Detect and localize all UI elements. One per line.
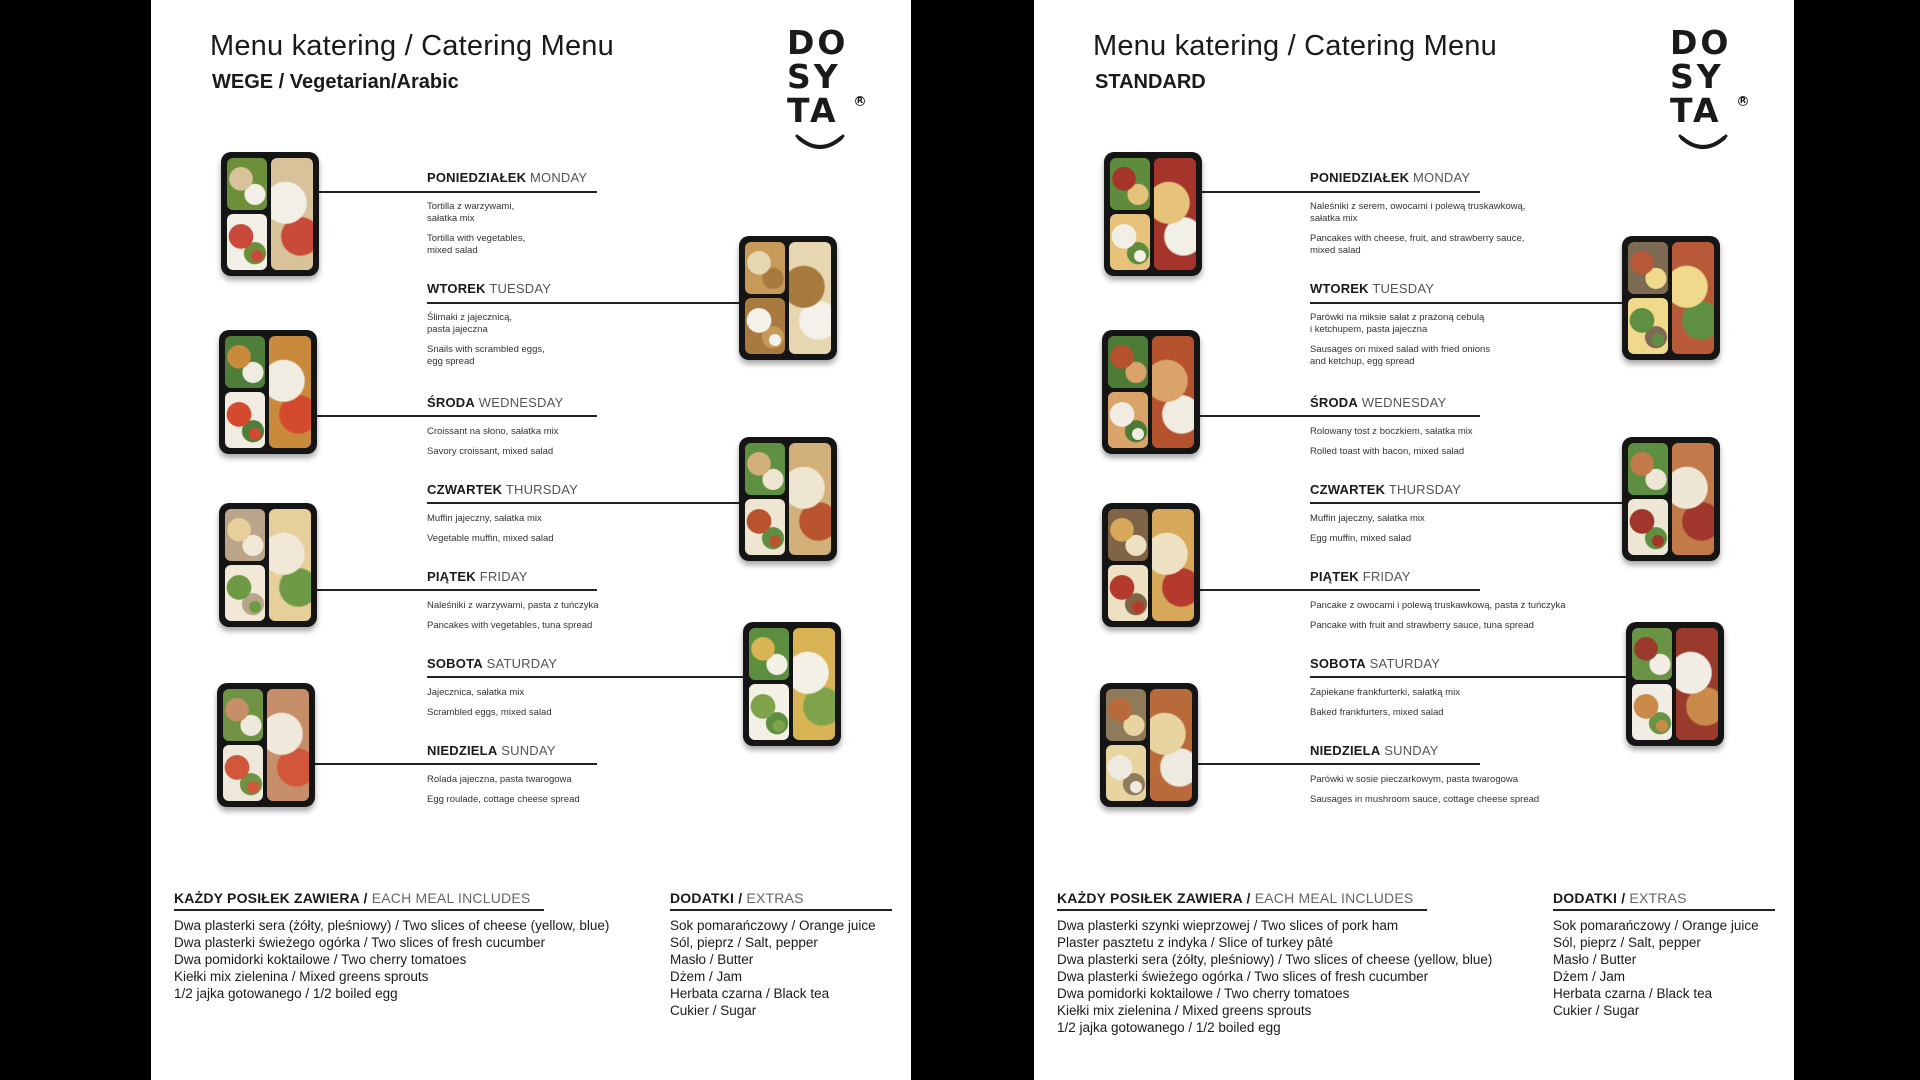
description-line: Egg muffin, mixed salad [1310, 533, 1412, 544]
list-item: Dżem / Jam [1553, 969, 1626, 984]
extras-heading: DODATKI / EXTRAS [670, 890, 804, 906]
meal-tray-image [1622, 437, 1720, 561]
tray-compartment [1108, 392, 1148, 448]
day-name-en: TUESDAY [1372, 281, 1435, 296]
tray-compartment [227, 158, 267, 210]
includes-heading: KAŻDY POSIŁEK ZAWIERA / EACH MEAL INCLUDES [1057, 890, 1414, 906]
day-name-pl: WTOREK [1310, 281, 1369, 296]
registered-mark: R [856, 96, 864, 105]
list-item: Dżem / Jam [670, 969, 743, 984]
meal-tray-image [1626, 622, 1724, 746]
day-connector-line [1197, 415, 1480, 417]
list-item: 1/2 jajka gotowanego / 1/2 boiled egg [1057, 1020, 1281, 1035]
day-name-pl: SOBOTA [1310, 656, 1366, 671]
day-name-en: FRIDAY [1362, 569, 1411, 584]
day-name-en: FRIDAY [479, 569, 528, 584]
day-heading [427, 656, 787, 671]
meal-tray-image [739, 236, 837, 360]
day-sunday [1310, 743, 1670, 806]
day-heading [427, 482, 787, 497]
day-name-pl: SOBOTA [427, 656, 483, 671]
day-heading [1310, 569, 1670, 584]
tomato-garnish [1652, 535, 1664, 547]
description-line: egg spread [427, 356, 475, 367]
meal-tray-image [221, 152, 319, 276]
tray-compartment [745, 499, 785, 555]
day-connector-line [427, 676, 743, 678]
tray-compartment [789, 443, 831, 555]
day-name-en: WEDNESDAY [1361, 395, 1447, 410]
list-item: Cukier / Sugar [1553, 1003, 1640, 1018]
description-line [427, 336, 757, 344]
list-item: Plaster pasztetu z indyka / Slice of turkey pâté [1057, 935, 1334, 950]
tray-compartment [269, 509, 311, 621]
description-line: pasta jajeczna [427, 324, 488, 335]
list-item: Kiełki mix zielenina / Mixed greens sprouts [1057, 1003, 1312, 1018]
extras-heading-pl: DODATKI [670, 890, 735, 906]
description-line: Snails with scrambled eggs, [427, 344, 545, 355]
includes-heading: KAŻDY POSIŁEK ZAWIERA / EACH MEAL INCLUDES [174, 890, 531, 906]
description-line: Tortilla z warzywami, [427, 201, 515, 212]
tray-compartment [1106, 689, 1146, 741]
extras-heading-pl: DODATKI [1553, 890, 1618, 906]
day-heading [427, 569, 787, 584]
tomato-garnish [249, 601, 261, 613]
day-friday [427, 569, 787, 632]
page-title: Menu katering / Catering Menu [210, 30, 614, 62]
logo-line-3: TA [1670, 91, 1722, 130]
page-title: Menu katering / Catering Menu [1093, 30, 1497, 62]
meal-tray-image [739, 437, 837, 561]
description-line: Vegetable muffin, mixed salad [427, 533, 554, 544]
meal-tray-image [219, 503, 317, 627]
day-name-en: THURSDAY [1388, 482, 1461, 497]
list-item: Dwa plasterki świeżego ogórka / Two slices of fresh cucumber [174, 935, 546, 950]
description-line [1310, 786, 1640, 794]
list-item: 1/2 jajka gotowanego / 1/2 boiled egg [174, 986, 398, 1001]
tomato-garnish [1134, 250, 1146, 262]
description-line [1310, 612, 1640, 620]
tray-compartment [1108, 509, 1148, 561]
logo-line-1: DO [1670, 23, 1732, 62]
description-line [1310, 525, 1640, 533]
description-line: Naleśniki z warzywami, pasta z tuńczyka [427, 600, 599, 611]
tray-compartment [225, 336, 265, 388]
tomato-garnish [769, 334, 781, 346]
description-line: Rolada jajeczna, pasta twarogowa [427, 774, 572, 785]
day-connector-line [1310, 502, 1622, 504]
description-line: Pancake with fruit and strawberry sauce, tuna spread [1310, 620, 1534, 631]
day-heading [1310, 743, 1670, 758]
logo-line-2: SY [1670, 57, 1724, 96]
day-name-pl: CZWARTEK [1310, 482, 1386, 497]
day-connector-line [316, 191, 597, 193]
description-line: Egg roulade, cottage cheese spread [427, 794, 580, 805]
day-heading [427, 395, 787, 410]
logo-line-3: TA [787, 91, 839, 130]
extras-heading-en: EXTRAS [1629, 890, 1687, 906]
day-connector-line [314, 415, 597, 417]
description-line: Pancakes with vegetables, tuna spread [427, 620, 593, 631]
tray-compartment [225, 509, 265, 561]
day-description [427, 426, 757, 458]
description-line: Sausages in mushroom sauce, cottage cheese spread [1310, 794, 1540, 805]
day-description [1310, 312, 1640, 368]
tray-compartment [745, 298, 785, 354]
description-line: Tortilla with vegetables, [427, 233, 526, 244]
tray-compartment [1672, 242, 1714, 354]
menu-sheet-standard [1034, 0, 1794, 1080]
day-heading [1310, 656, 1670, 671]
day-heading [1310, 482, 1670, 497]
day-saturday [427, 656, 787, 719]
list-item: Sól, pieprz / Salt, pepper [1553, 935, 1701, 950]
day-connector-line [1195, 763, 1480, 765]
day-description [427, 312, 757, 368]
day-description [427, 687, 757, 719]
smile-icon [1678, 134, 1728, 154]
day-thursday [427, 482, 787, 545]
meal-tray-image [1104, 152, 1202, 276]
day-name-pl: ŚRODA [427, 395, 475, 410]
description-line: Baked frankfurters, mixed salad [1310, 707, 1444, 718]
day-connector-line [427, 502, 739, 504]
day-connector-line [1310, 676, 1626, 678]
day-name-en: SUNDAY [501, 743, 556, 758]
day-connector-line [427, 302, 739, 304]
list-item: Dwa plasterki świeżego ogórka / Two slices of fresh cucumber [1057, 969, 1429, 984]
list-item: Masło / Butter [670, 952, 754, 967]
description-line: Croissant na słono, sałatka mix [427, 426, 559, 437]
day-description [427, 513, 757, 545]
list-item: Dwa plasterki szynki wieprzowej / Two slices of pork ham [1057, 918, 1399, 933]
day-heading [1310, 281, 1670, 296]
description-line: mixed salad [427, 245, 478, 256]
tomato-garnish [247, 781, 259, 793]
description-line: Parówki w sosie pieczarkowym, pasta twarogowa [1310, 774, 1519, 785]
tomato-garnish [769, 535, 781, 547]
day-wednesday [427, 395, 787, 458]
list-item: Herbata czarna / Black tea [1553, 986, 1713, 1001]
meal-tray-image [1102, 330, 1200, 454]
description-line: Pancakes with cheese, fruit, and strawberry sauce, [1310, 233, 1525, 244]
tray-compartment [225, 565, 265, 621]
tomato-garnish [1652, 334, 1664, 346]
day-name-pl: WTOREK [427, 281, 486, 296]
tray-compartment [223, 745, 263, 801]
extras-heading-en: EXTRAS [746, 890, 804, 906]
description-line [427, 225, 757, 233]
description-line: Muffin jajeczny, sałatka mix [427, 513, 542, 524]
tray-compartment [745, 443, 785, 495]
page-subtitle: STANDARD [1095, 71, 1206, 93]
list-item: Herbata czarna / Black tea [670, 986, 830, 1001]
day-name-en: SUNDAY [1384, 743, 1439, 758]
day-monday [1310, 170, 1670, 257]
day-friday [1310, 569, 1670, 632]
day-heading [427, 743, 787, 758]
day-name-en: SATURDAY [486, 656, 558, 671]
list-item: Sól, pieprz / Salt, pepper [670, 935, 818, 950]
tray-compartment [1106, 745, 1146, 801]
includes-list [1057, 917, 1492, 1036]
description-line: sałatka mix [427, 213, 475, 224]
description-line: Sausages on mixed salad with fried onions [1310, 344, 1491, 355]
menu-sheet-vegetarian [151, 0, 911, 1080]
tomato-garnish [773, 720, 785, 732]
includes-heading-en: EACH MEAL INCLUDES [371, 890, 531, 906]
description-line [1310, 225, 1640, 233]
tray-compartment [1154, 158, 1196, 270]
tomato-garnish [1132, 428, 1144, 440]
description-line [427, 525, 757, 533]
includes-divider [174, 909, 544, 911]
tomato-garnish [251, 250, 263, 262]
description-line [427, 612, 757, 620]
extras-divider [1553, 909, 1775, 911]
day-name-pl: PONIEDZIAŁEK [427, 170, 527, 185]
day-name-pl: NIEDZIELA [1310, 743, 1381, 758]
tomato-garnish [1130, 781, 1142, 793]
day-sunday [427, 743, 787, 806]
day-connector-line [1197, 589, 1480, 591]
includes-heading-pl: KAŻDY POSIŁEK ZAWIERA [174, 890, 360, 906]
tomato-garnish [1132, 601, 1144, 613]
tray-compartment [749, 628, 789, 680]
tray-compartment [1628, 443, 1668, 495]
tray-compartment [1152, 336, 1194, 448]
description-line: Rolled toast with bacon, mixed salad [1310, 446, 1465, 457]
logo-line-1: DO [787, 23, 849, 62]
dosyta-logo [1670, 23, 1750, 130]
description-line: mixed salad [1310, 245, 1361, 256]
tray-compartment [1628, 499, 1668, 555]
description-line: and ketchup, egg spread [1310, 356, 1415, 367]
day-description [1310, 687, 1640, 719]
day-description [427, 600, 757, 632]
day-name-pl: PIĄTEK [427, 569, 476, 584]
list-item: Sok pomarańczowy / Orange juice [1553, 918, 1759, 933]
tray-compartment [1108, 336, 1148, 388]
includes-list [174, 917, 609, 1002]
list-item: Kiełki mix zielenina / Mixed greens sprouts [174, 969, 429, 984]
day-heading [1310, 395, 1670, 410]
tray-compartment [745, 242, 785, 294]
list-item: Dwa pomidorki koktailowe / Two cherry tomatoes [174, 952, 467, 967]
meal-tray-image [217, 683, 315, 807]
includes-divider [1057, 909, 1427, 911]
tray-compartment [1110, 214, 1150, 270]
tray-compartment [223, 689, 263, 741]
day-description [1310, 426, 1640, 458]
day-heading [427, 281, 787, 296]
tray-compartment [1628, 298, 1668, 354]
description-line [1310, 699, 1640, 707]
includes-heading-en: EACH MEAL INCLUDES [1254, 890, 1414, 906]
description-line [1310, 336, 1640, 344]
day-tuesday [1310, 281, 1670, 368]
day-name-en: WEDNESDAY [478, 395, 564, 410]
list-item: Sok pomarańczowy / Orange juice [670, 918, 876, 933]
tray-compartment [1110, 158, 1150, 210]
smile-icon [795, 134, 845, 154]
tray-compartment [1628, 242, 1668, 294]
description-line: Jajecznica, sałatka mix [427, 687, 525, 698]
list-item: Masło / Butter [1553, 952, 1637, 967]
list-item: Dwa plasterki sera (żółty, pleśniowy) / Two slices of cheese (yellow, blue) [1057, 952, 1493, 967]
description-line [1310, 438, 1640, 446]
description-line: Naleśniki z serem, owocami i polewą truskawkową, [1310, 201, 1526, 212]
tray-compartment [793, 628, 835, 740]
day-heading [427, 170, 787, 185]
tomato-garnish [249, 428, 261, 440]
tray-compartment [271, 158, 313, 270]
day-description [1310, 774, 1640, 806]
description-line: Parówki na miksie sałat z prażoną cebulą [1310, 312, 1485, 323]
day-name-pl: PIĄTEK [1310, 569, 1359, 584]
day-heading [1310, 170, 1670, 185]
day-description [1310, 513, 1640, 545]
description-line [427, 786, 757, 794]
tray-compartment [1672, 443, 1714, 555]
tray-compartment [225, 392, 265, 448]
tray-compartment [789, 242, 831, 354]
tray-compartment [1632, 628, 1672, 680]
description-line: Rolowany tost z boczkiem, sałatka mix [1310, 426, 1473, 437]
tray-compartment [1152, 509, 1194, 621]
day-connector-line [314, 589, 597, 591]
day-description [427, 774, 757, 806]
day-wednesday [1310, 395, 1670, 458]
tray-compartment [267, 689, 309, 801]
day-name-en: SATURDAY [1369, 656, 1441, 671]
description-line: Zapiekane frankfurterki, sałatką mix [1310, 687, 1460, 698]
day-tuesday [427, 281, 787, 368]
tray-compartment [1150, 689, 1192, 801]
extras-list [1553, 917, 1759, 1019]
tray-compartment [1676, 628, 1718, 740]
description-line: Pancake z owocami i polewą truskawkową, pasta z tuńczyka [1310, 600, 1566, 611]
description-line [427, 438, 757, 446]
day-name-pl: NIEDZIELA [427, 743, 498, 758]
day-name-en: TUESDAY [489, 281, 552, 296]
day-name-en: MONDAY [1413, 170, 1471, 185]
meal-tray-image [743, 622, 841, 746]
meal-tray-image [1622, 236, 1720, 360]
day-name-pl: ŚRODA [1310, 395, 1358, 410]
logo-line-2: SY [787, 57, 841, 96]
day-connector-line [312, 763, 597, 765]
day-connector-line [1310, 302, 1622, 304]
list-item: Cukier / Sugar [670, 1003, 757, 1018]
dosyta-logo [787, 23, 867, 130]
description-line: Savory croissant, mixed salad [427, 446, 554, 457]
meal-tray-image [1100, 683, 1198, 807]
day-monday [427, 170, 787, 257]
extras-list [670, 917, 876, 1019]
day-description [1310, 600, 1640, 632]
includes-heading-pl: KAŻDY POSIŁEK ZAWIERA [1057, 890, 1243, 906]
day-name-en: THURSDAY [505, 482, 578, 497]
description-line [427, 699, 757, 707]
day-name-pl: PONIEDZIAŁEK [1310, 170, 1410, 185]
day-description [1310, 201, 1640, 257]
meal-tray-image [219, 330, 317, 454]
extras-divider [670, 909, 892, 911]
day-name-pl: CZWARTEK [427, 482, 503, 497]
day-description [427, 201, 757, 257]
day-saturday [1310, 656, 1670, 719]
day-connector-line [1199, 191, 1480, 193]
day-name-en: MONDAY [530, 170, 588, 185]
meal-tray-image [1102, 503, 1200, 627]
description-line: Muffin jajeczny, sałatka mix [1310, 513, 1425, 524]
description-line: Scrambled eggs, mixed salad [427, 707, 552, 718]
tomato-garnish [1656, 720, 1668, 732]
tray-compartment [1632, 684, 1672, 740]
day-thursday [1310, 482, 1670, 545]
tray-compartment [1108, 565, 1148, 621]
extras-heading: DODATKI / EXTRAS [1553, 890, 1687, 906]
tray-compartment [749, 684, 789, 740]
tray-compartment [269, 336, 311, 448]
list-item: Dwa pomidorki koktailowe / Two cherry tomatoes [1057, 986, 1350, 1001]
description-line: sałatka mix [1310, 213, 1358, 224]
tray-compartment [227, 214, 267, 270]
registered-mark: R [1739, 96, 1747, 105]
list-item: Dwa plasterki sera (żółty, pleśniowy) / Two slices of cheese (yellow, blue) [174, 918, 610, 933]
description-line: i ketchupem, pasta jajeczna [1310, 324, 1428, 335]
description-line: Ślimaki z jajecznicą, [427, 312, 512, 323]
page-subtitle: WEGE / Vegetarian/Arabic [212, 71, 459, 93]
